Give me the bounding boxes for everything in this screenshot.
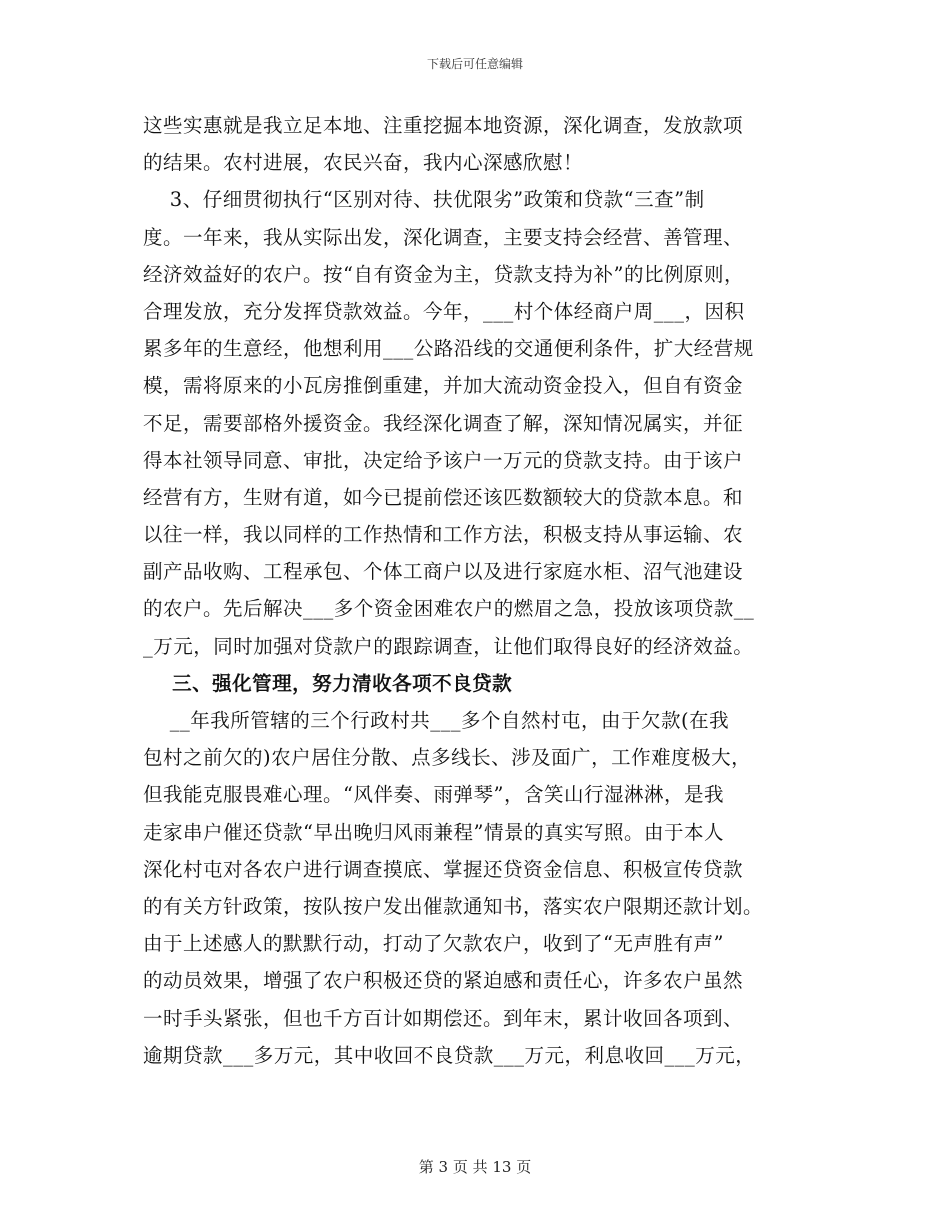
page-footer: 第 3 页 共 13 页	[418, 1158, 532, 1176]
text-line: 的农户。先后解决___多个资金困难农户的燃眉之急，投放该项贷款__	[143, 597, 755, 621]
text-line: 由于上述感人的默默行动，打动了欠款农户，收到了“无声胜有声”	[143, 932, 724, 956]
text-line: 逾期贷款___多万元，其中收回不良贷款___万元，利息收回___万元，	[143, 1043, 756, 1067]
section-heading: 三、强化管理，努力清收各项不良贷款	[143, 671, 513, 695]
text-line: 得本社领导同意、审批，决定给予该户一万元的贷款支持。由于该户	[143, 448, 744, 472]
text-line: 深化村屯对各农户进行调查摸底、掌握还贷资金信息、积极宣传贷款	[143, 857, 744, 881]
text-line: 一时手头紧张，但也千方百计如期偿还。到年末，累计收回各项到、	[143, 1006, 744, 1030]
text-line: _万元，同时加强对贷款户的跟踪调查，让他们取得良好的经济效益。	[143, 634, 754, 658]
document-body	[143, 107, 808, 1074]
text-line: __年我所管辖的三个行政村共___多个自然村屯，由于欠款(在我	[143, 709, 730, 732]
text-line: 度。一年来，我从实际出发，深化调查，主要支持会经营、善管理、	[143, 225, 744, 249]
text-line: 经营有方，生财有道，如今已提前偿还该匹数额较大的贷款本息。和	[143, 485, 744, 509]
text-line: 副产品收购、工程承包、个体工商户以及进行家庭水柜、沼气池建设	[143, 560, 744, 584]
text-line: 以往一样，我以同样的工作热情和工作方法，积极支持从事运输、农	[143, 523, 744, 547]
page-header: 下载后可任意编辑	[426, 57, 523, 71]
text-line: 包村之前欠的)农户居住分散、点多线长、涉及面广，工作难度极大，	[143, 746, 752, 770]
text-line: 走家串户催还贷款“早出晚归风雨兼程”情景的真实写照。由于本人	[143, 820, 724, 844]
text-line: 但我能克服畏难心理。“风伴奏、雨弹琴”，含笑山行湿淋淋，是我	[143, 783, 724, 807]
text-line: 的有关方针政策，按队按户发出催款通知书，落实农户限期还款计划。	[143, 894, 764, 918]
text-line: 合理发放，充分发挥贷款效益。今年，___村个体经商户周___，因积	[143, 299, 745, 323]
text-line: 经济效益好的农户。按“自有资金为主，贷款支持为补”的比例原则，	[143, 262, 744, 286]
text-line: 的动员效果，增强了农户积极还贷的紧迫感和责任心，许多农户虽然	[143, 969, 744, 993]
text-line: 累多年的生意经，他想利用___公路沿线的交通便利条件，扩大经营规	[143, 337, 754, 361]
text-line: 3、仔细贯彻执行“区别对待、扶优限劣”政策和贷款“三查”制	[143, 188, 705, 212]
text-line: 这些实惠就是我立足本地、注重挖掘本地资源，深化调查，发放款项	[143, 114, 744, 137]
text-line: 不足，需要部格外援资金。我经深化调查了解，深知情况属实，并征	[143, 411, 744, 435]
text-line: 模，需将原来的小瓦房推倒重建，并加大流动资金投入，但自有资金	[143, 374, 744, 398]
text-line: 的结果。农村进展，农民兴奋，我内心深感欣慰！	[143, 151, 584, 175]
